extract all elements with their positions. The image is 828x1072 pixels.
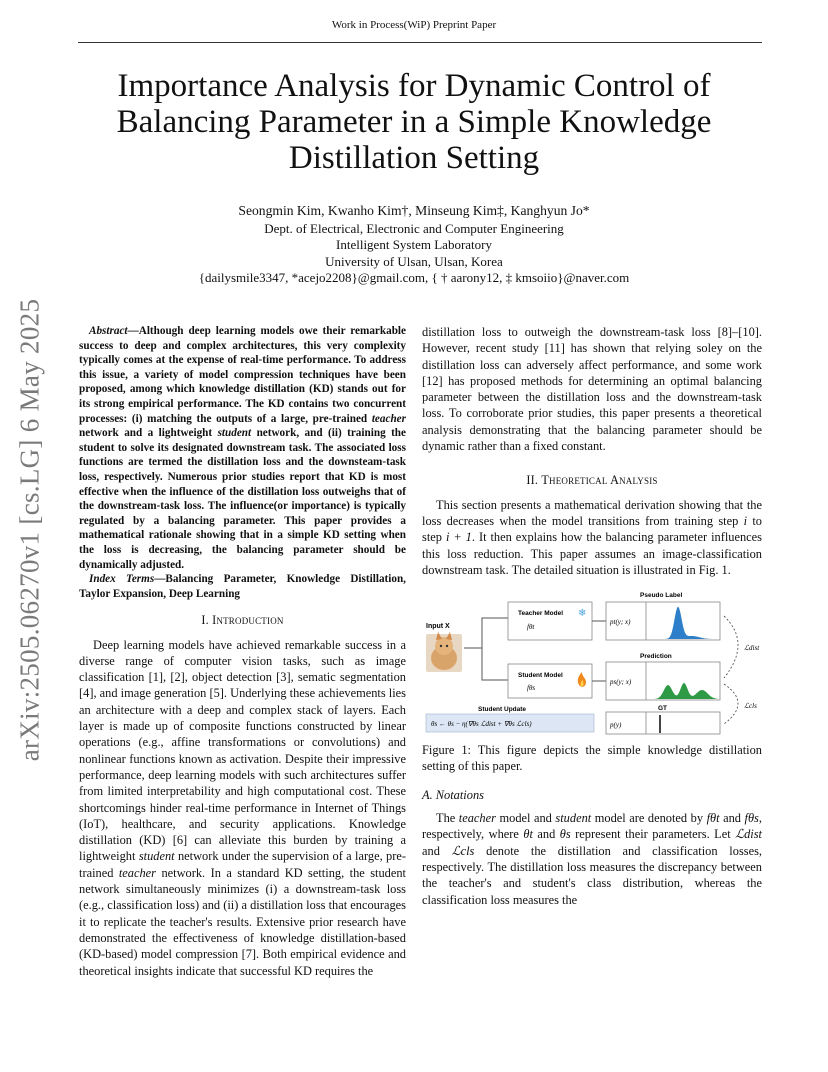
intro-text: Deep learning models have achieved remarkable success in a diverse range of computer vision tasks, such as image classification [1], [2], object detection [3], sematic segmentation [4], and image generation [5]. Underlying these achievements lies an architecture with a deep and complex stack of layers. Each layer is made up of composite functions constructed by linear operations (e.g., affine transformations or convolutions) and nonlinear functions known as activation. Despite their impressive performance, deep learning models with such architectures suffer from limited interpretability and high computational cost. These shortcomings hinder real-time performance in Internet of Things (IoT), healthcare, and security applications. Knowledge distillation (KD) [6] can alleviate this burden by training a lightweight xyxy=(79,637,406,864)
abstract-text: network and a lightweight xyxy=(79,427,218,440)
cat-image xyxy=(426,632,462,672)
gt-box xyxy=(606,712,720,734)
figure-1 xyxy=(422,588,762,736)
math-f-theta-t: fθt xyxy=(706,811,720,826)
section-title: Introduction xyxy=(212,613,284,628)
left-column xyxy=(79,324,406,979)
abstract-text: —Although deep learning models owe their remarkable success to deep and complex architectures, this very complexity typically comes at the expense of real-time performance. To address this issue, a variety of model compression techniques have been proposed, among which knowledge distillation (KD) stands out for its strong empirical performance. The KD contains two concurrent processes: (i) matching the outputs of a large, pre-trained xyxy=(79,325,406,425)
arxiv-id: arXiv:2505.06270v1 [cs.LG] 6 May 2025 xyxy=(14,298,45,762)
math-f-theta-s: fθs xyxy=(744,811,759,826)
notations-student: student xyxy=(555,811,592,826)
math-theta-s: θs xyxy=(559,827,571,842)
figure-caption: Figure 1: This figure depicts the simple knowledge distillation setting of this paper. xyxy=(422,743,762,774)
intro-paragraph-continued: distillation loss to outweigh the downstream-task loss [8]–[10]. However, recent study [11] has shown that relying soley on the distillation loss can adversely affect performance, and some work [12] has proposed methods for determining an optimal balancing parameter between the distillation loss and the downstream-task loss. To corroborate prior studies, this paper presents a theoretical analysis demonstrating that the balancing parameter should be dynamic rather than a fixed constant. xyxy=(422,325,762,454)
student-update-title: Student Update xyxy=(478,706,527,714)
student-model-title: Student Model xyxy=(518,672,563,680)
arxiv-watermark xyxy=(10,290,50,770)
math-l-cls: ℒcls xyxy=(451,843,475,858)
theory-text: . It then explains how the balancing parameter influences this loss reduction. This paper assumes an image-classification downstream task. The detailed situation is illustrated in Fig. 1. xyxy=(422,530,762,577)
abstract-student: student xyxy=(217,427,252,440)
update-equation: θs ← θs − η(∇θs ℒdist + ∇θs ℒcls) xyxy=(431,720,532,729)
section-title: Theoretical Analysis xyxy=(541,473,658,488)
intro-teacher: teacher xyxy=(118,865,156,880)
abstract-teacher: teacher xyxy=(371,412,406,425)
intro-student: student xyxy=(138,849,175,864)
notations-text: model and xyxy=(495,811,556,826)
right-column xyxy=(422,324,762,908)
header-rule xyxy=(78,42,762,43)
input-label: Input X xyxy=(426,623,450,631)
author-lab: Intelligent System Laboratory xyxy=(336,237,492,253)
distillation-loss-label: ℒdist xyxy=(744,644,760,653)
intro-text: network. In a standard KD setting, the student network simultaneously minimizes (i) a downstream-task loss (e.g., classification loss) and (ii) a distillation loss that encourages it to replicate the teacher's results. Extensive prior research have demonstrated the effectiveness of knowledge distillation-based (KD-based) model compression [7]. Both empirical evidence and theoretical insights indicate that successful KD requires the xyxy=(79,865,406,978)
notations-text: denote the distillation and classification losses, respectively. The distillation loss measures the discrepancy between the teacher's and student's class distribution, whereas the classification loss measures the xyxy=(422,843,763,907)
abstract-label: Abstract xyxy=(89,325,128,337)
section-heading-introduction xyxy=(79,612,406,628)
gt-title: GT xyxy=(658,705,668,713)
abstract-text: network, and (ii) training the student to solve its designated downstream task. The associated loss functions are termed the distillation loss and the downsteam-task loss, respectively. Numerous prior studies report that KD is most effective when the influence of the distillation loss outweighs that of the downstream-task loss. The influence(or importance) is typically regulated by a balancing parameter. This paper provides a mathematical rationale showing that in a simple KD setting when the loss is decreasing, the balancing parameter should be dynamically adjusted. xyxy=(79,427,406,571)
notations-text: represent their parameters. Let xyxy=(570,827,736,842)
index-terms-label: Index Terms xyxy=(89,573,155,586)
teacher-distribution-label: pt(y; x) xyxy=(610,618,631,627)
classification-loss-label: ℒcls xyxy=(744,702,757,711)
intro-paragraph xyxy=(79,637,406,979)
math-i-plus-1: i + 1 xyxy=(445,530,472,545)
author-university: University of Ulsan, Ulsan, Korea xyxy=(325,253,503,269)
kd-diagram xyxy=(422,588,762,736)
math-l-dist: ℒdist xyxy=(735,827,762,842)
author-emails: {dailysmile3347, *acejo2208}@gmail.com, { † aarony12, ‡ kmsoiio}@naver.com xyxy=(198,270,630,286)
notations-text: The xyxy=(436,811,459,826)
notations-text: and xyxy=(422,843,452,858)
index-terms-text: —Balancing Parameter, Knowledge Distillation, Taylor Expansion, Deep Learning xyxy=(79,573,406,600)
teacher-model-title: Teacher Model xyxy=(518,610,564,618)
theory-text: This section presents a mathematical derivation showing that the loss decreases when the model transitions from training step xyxy=(422,497,762,528)
theory-paragraph xyxy=(422,497,762,578)
notations-text: , respectively, where xyxy=(422,811,762,842)
snowflake-icon: ❄ xyxy=(578,608,587,620)
notations-text: and xyxy=(719,811,745,826)
subsection-notations: A. Notations xyxy=(422,787,484,802)
notations-paragraph xyxy=(422,810,762,908)
student-fn: fθs xyxy=(527,684,536,693)
notations-text: model are denoted by xyxy=(591,811,707,826)
math-theta-t: θt xyxy=(523,827,533,842)
author-department: Dept. of Electrical, Electronic and Computer Engineering xyxy=(264,220,564,236)
abstract xyxy=(79,324,406,572)
author-names: Seongmin Kim, Kwanho Kim†, Minseung Kim‡, Kanghyun Jo* xyxy=(238,203,590,218)
pseudo-label-title: Pseudo Label xyxy=(640,592,683,600)
teacher-fn: fθt xyxy=(527,623,535,632)
author-block xyxy=(60,203,768,287)
notations-text: and xyxy=(532,827,560,842)
notations-teacher: teacher xyxy=(458,811,496,826)
section-number: II. xyxy=(526,473,542,488)
gt-bar xyxy=(659,715,661,733)
section-heading-theoretical-analysis xyxy=(422,472,762,488)
math-i: i xyxy=(743,513,748,528)
paper-title: Importance Analysis for Dynamic Control of Balancing Parameter in a Simple Knowledge Distillation Setting xyxy=(116,68,712,176)
gt-distribution-label: p(y) xyxy=(610,721,622,730)
theory-text: to step xyxy=(422,513,762,545)
running-header: Work in Process(WiP) Preprint Paper xyxy=(331,19,497,31)
section-number: I. xyxy=(201,613,213,628)
intro-text: network under the supervision of a large, pre-trained xyxy=(79,849,406,880)
prediction-title: Prediction xyxy=(640,653,672,661)
index-terms xyxy=(79,572,406,601)
student-distribution-label: ps(y; x) xyxy=(610,678,632,687)
